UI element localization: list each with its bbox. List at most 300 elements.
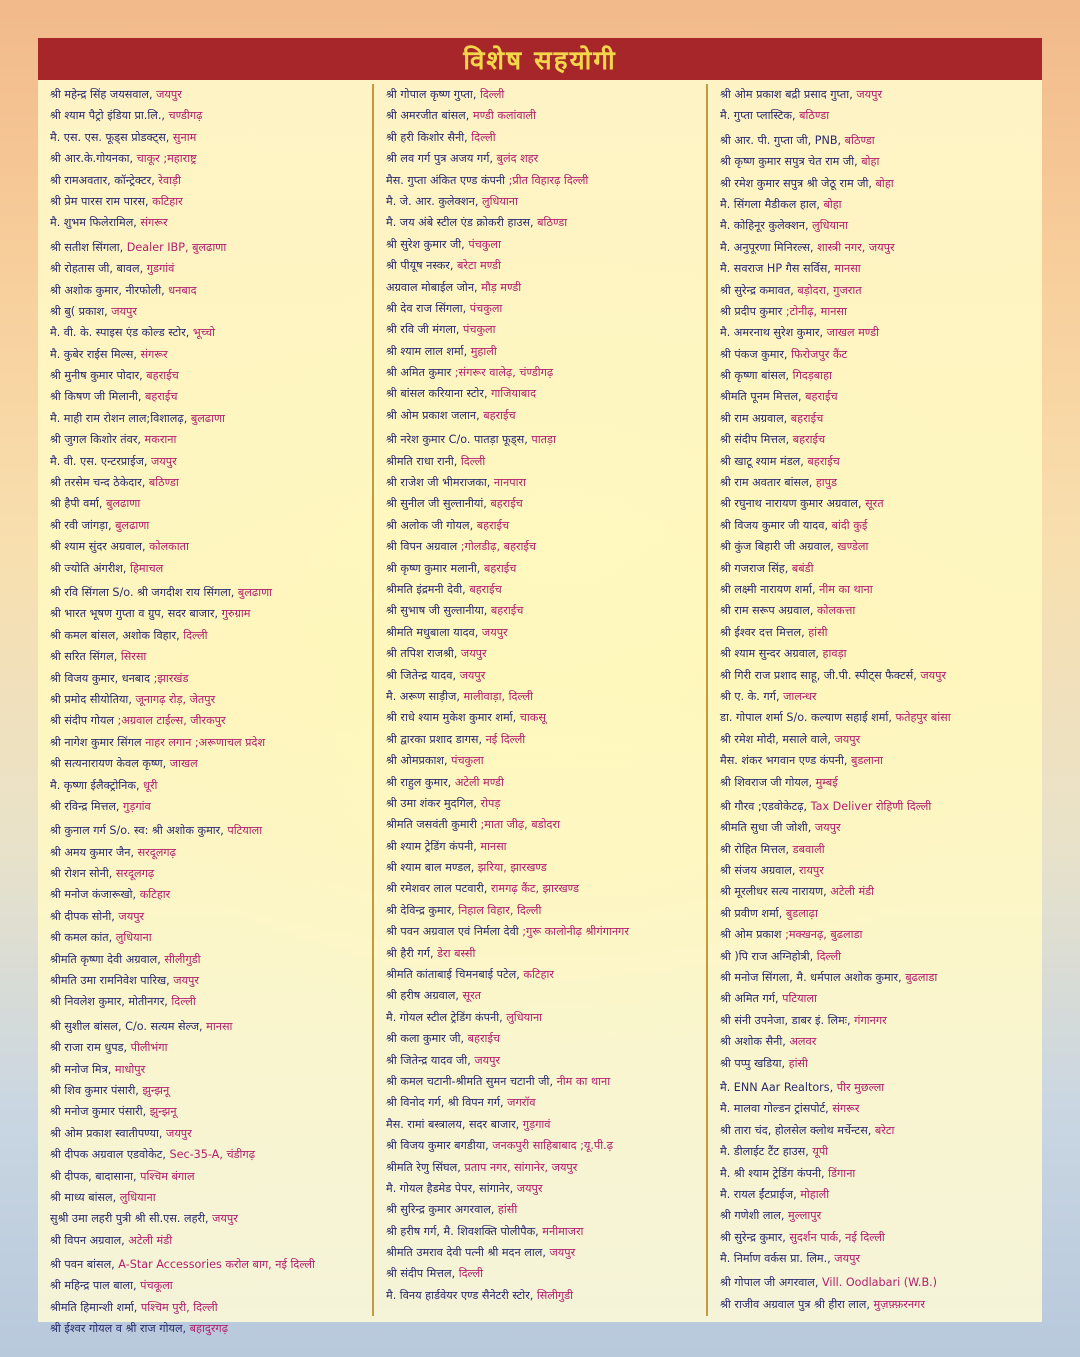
contributor-place: सिलीगुडी (536, 1288, 574, 1302)
contributor-place: प्रताप नगर, सांगानेर, जयपुर (464, 1160, 578, 1174)
contributor-entry (720, 237, 1032, 258)
contributor-entry (720, 772, 1032, 793)
contributor-name: मै. निर्माण वर्कस प्रा. लिम., (720, 1252, 831, 1266)
contributor-entry (386, 622, 698, 643)
contributor-place: सूरत (462, 989, 482, 1003)
contributor-place: जयपुर (212, 1212, 238, 1226)
contributor-place: गाजियाबाद (491, 387, 537, 401)
contributor-entry (386, 558, 698, 579)
contributor-name: श्री रवी जांगड़ा, (50, 518, 112, 532)
contributor-place: दिल्ली (183, 628, 208, 642)
contributor-entry (50, 237, 364, 258)
contributor-entry (386, 857, 698, 878)
contributor-entry (50, 884, 364, 905)
contributor-entry (50, 429, 364, 450)
contributor-name: मैस. रामां बस्त्रालय, सदर बाजार, (386, 1117, 520, 1131)
contributor-entry (386, 921, 698, 942)
contributor-name: मै. गोयल हैडमेड पेपर, सांगानेर, (386, 1181, 514, 1195)
contributor-place: बबंडी (791, 561, 814, 575)
contributor-entry (720, 1272, 1032, 1293)
contributor-entry (386, 1157, 698, 1178)
contributor-entry (386, 148, 698, 169)
contributor-entry (720, 988, 1032, 1009)
contributor-name: श्रीमति राधा रानी, (386, 454, 458, 468)
contributor-place: जयपुर (474, 1053, 501, 1067)
contributor-place: लुधियाना (812, 219, 848, 233)
contributor-name: श्रीमति जसवंती कुमारी (386, 818, 477, 832)
contributor-name: श्री सुभाष जी सुल्तानीया, (386, 604, 488, 618)
contributor-entry (386, 1135, 698, 1156)
contributor-name: श्री विजय कुमार बगडीया, (386, 1139, 489, 1153)
contributor-place: कोलकत्ता (816, 604, 856, 618)
contributor-place: यूपी (812, 1145, 829, 1159)
contributor-name: मै. रायल ईंटप्राईज, (720, 1187, 797, 1201)
contributor-place: Sec-35-A, चंडीगढ़ (169, 1148, 256, 1162)
contributor-place: बहराईच (476, 518, 510, 532)
contributor-name: श्री सत्यनारायण केवल कृष्ण, (50, 757, 167, 771)
contributor-entry (50, 689, 364, 710)
contributor-entry (50, 322, 364, 343)
contributor-name: श्री दीपक सोनी, (50, 909, 115, 923)
contributor-name: श्री गजराज सिंह, (720, 561, 789, 575)
page-title: विशेष सहयोगी (463, 46, 617, 76)
contributor-entry (50, 170, 364, 191)
contributor-name: श्री बांसल करियाना स्टोर, (386, 387, 488, 401)
contributor-place: संगरूर (140, 216, 168, 230)
contributor-name: श्री गौरव ;एडवोकेटढ़, (720, 799, 808, 813)
contributor-entry (386, 472, 698, 493)
contributor-entry (386, 515, 698, 536)
contributor-entry (386, 105, 698, 126)
contributor-place: हिमाचल (130, 561, 164, 575)
contributor-name: श्री द्वारका प्रशाद डागस, (386, 732, 482, 746)
contributor-entry (720, 839, 1032, 860)
contributor-place: दिल्ली (460, 454, 486, 468)
contributor-name: श्री ओम प्रकाश जलान, (386, 408, 480, 422)
contributor-name: मै. माही राम रोशन लाल;विशालढ़, (50, 411, 188, 425)
contributor-entry (720, 924, 1032, 945)
contributor-entry (386, 600, 698, 621)
contributor-entry (720, 1294, 1032, 1315)
contributor-place: बहराईच (146, 369, 179, 383)
contributor-name: श्री श्याम सुन्दर अग्रवाल, (720, 647, 819, 661)
contributor-name: मै. अनुपूरणा मिनिरल्स, (720, 240, 814, 254)
contributor-entry (50, 1144, 364, 1165)
contributor-place: सरदूलगढ़ (115, 867, 155, 881)
contributor-place: जयपुर (834, 1252, 861, 1266)
contributor-entry (386, 255, 698, 276)
contributor-entry (50, 906, 364, 927)
contributor-place: गुड़गांव (123, 799, 151, 813)
contributor-entry (720, 344, 1032, 365)
contributor-name: श्री रोहतास जी, बावल, (50, 262, 144, 276)
contributor-name: श्री श्याम लाल शर्मा, (386, 344, 468, 358)
contributor-name: श्रीमति हिमान्शी शर्मा, (50, 1300, 138, 1314)
contributor-name: श्री मनोज कंजारूखो, (50, 888, 137, 902)
contributor-name: श्री प्रदीप कुमार (720, 304, 783, 318)
contributor-entry (720, 322, 1032, 343)
contributor-name: श्री तपिश राजश्री, (386, 647, 458, 661)
contributor-name: श्री राम अग्रवाल, (720, 411, 788, 425)
contributor-place: नीम का थाना (556, 1074, 611, 1088)
contributor-name: श्री प्रवीण शर्मा, (720, 906, 783, 920)
contributor-entry (386, 277, 698, 298)
contributor-entry (50, 365, 364, 386)
contributor-entry (50, 212, 364, 233)
contributor-place: सिरसा (120, 650, 147, 664)
contributor-place: बहराईच (792, 433, 826, 447)
contributor-place: बहराईच (483, 561, 517, 575)
contributor-entry (386, 1028, 698, 1049)
contributor-place: जयपुर (150, 454, 177, 468)
contributor-place: पटियाला (227, 824, 263, 838)
contributor-name: श्री लक्ष्मी नारायण शर्मा, (720, 582, 816, 596)
contributor-entry (50, 451, 364, 472)
contributor-entry (50, 1208, 364, 1229)
contributor-entry (50, 105, 364, 126)
contributor-place: पीर मुछल्ला (836, 1080, 885, 1094)
contributor-entry (720, 408, 1032, 429)
contributor-name: श्री मनोज मित्र, (50, 1062, 112, 1076)
contributor-entry (50, 1297, 364, 1318)
contributor-place: जयपुर (856, 88, 883, 101)
contributor-place: नीम का थाना (819, 582, 873, 596)
contributor-place: झुन्झनू (142, 1083, 170, 1097)
contributor-entry (50, 1101, 364, 1122)
contributor-name: अग्रवाल मोबाईल जोन, (386, 280, 478, 294)
contributor-place: मकराना (144, 433, 177, 447)
contributor-entry (386, 579, 698, 600)
contributor-name: श्री सतीश सिंगला, (50, 240, 124, 254)
contributor-entry (386, 985, 698, 1006)
contributor-place: बोहा (861, 155, 880, 169)
contributor-entry (50, 991, 364, 1012)
contributor-name: श्री राजीव अग्रवाल पुत्र श्री हीरा लाल, (720, 1297, 870, 1311)
contributor-name: श्री रमेश मोदी, मसाले वाले, (720, 732, 831, 746)
contributor-name: श्री दीपक, बादासाना, (50, 1169, 137, 1183)
contributor-place: लुधियाना (506, 1010, 543, 1024)
contributor-entry (720, 1120, 1032, 1141)
contributor-place: लुधियाना (481, 194, 518, 208)
contributor-entry (720, 643, 1032, 664)
contributor-name: श्रीमति सुधा जी जोशी, (720, 821, 812, 835)
contributor-name: श्री पंकज कुमार, (720, 347, 788, 361)
contributor-place: फिरोजपुर कैंट (791, 347, 848, 361)
contributor-entry (50, 1318, 364, 1339)
contributor-name: श्री ओम प्रकाश स्वातीपण्या, (50, 1126, 163, 1140)
column-left (38, 84, 372, 1336)
contributor-entry (50, 1166, 364, 1187)
contributor-name: मै. अमरनाथ सुरेश कुमार, (720, 326, 824, 340)
contributor-entry (720, 579, 1032, 600)
contributor-entry (50, 970, 364, 991)
contributor-place: पंचकुला (451, 754, 484, 768)
contributor-entry (386, 341, 698, 362)
contributor-name: श्री आर.के.गोयनका, (50, 152, 134, 166)
contributor-entry (50, 344, 364, 365)
contributor-place: मालीवाड़ा, दिल्ली (463, 689, 534, 703)
contributor-entry (50, 820, 364, 841)
contributor-place: चण्डीगढ़ (168, 109, 203, 123)
contributor-entry (386, 1071, 698, 1092)
contributor-entry (386, 170, 698, 191)
contributor-entry (720, 472, 1032, 493)
contributor-entry (386, 686, 698, 707)
contributor-entry (720, 622, 1032, 643)
contributor-name: श्री अमरजीत बांसल, (386, 109, 470, 123)
contributor-name: श्री संदीप मित्तल, (720, 433, 790, 447)
contributor-entry (720, 173, 1032, 194)
contributor-place: मुहाली (470, 344, 497, 358)
contributor-name: श्री रामअवतार, कॉन्ट्रेक्टर, (50, 173, 155, 187)
contributor-name: मै. एस. एस. फूड्स प्रोडक्ट्स, (50, 130, 170, 144)
contributor-entry (720, 860, 1032, 881)
contributor-name: श्री नरेश कुमार C/o. पातड़ा फूड्स, (386, 433, 528, 447)
contributor-name: श्री संदीप मित्तल, (386, 1267, 456, 1281)
contributor-name: मै. श्री श्याम ट्रेडिंग कंपनी, (720, 1166, 825, 1180)
contributor-name: श्री कला कुमार जी, (386, 1032, 465, 1046)
contributor-entry (720, 151, 1032, 172)
contributors-columns (38, 84, 1042, 1336)
contributor-name: श्री कमल चटानी-श्रीमति सुमन चटानी जी, (386, 1074, 553, 1088)
contributor-entry (720, 946, 1032, 967)
contributor-name: श्री सुरिन्द्र कुमार अगरवाल, (386, 1203, 495, 1217)
contributor-entry (720, 796, 1032, 817)
contributor-place: जयपुर (166, 1126, 192, 1140)
contributor-name: श्री )पि राज अग्निहोत्री, (720, 949, 814, 963)
contributor-entry (386, 793, 698, 814)
contributor-entry (50, 1187, 364, 1208)
contributor-name: श्री पीयूष नस्कर, (386, 259, 454, 273)
contributor-name: श्री तारा चंद, होलसेल क्लोथ मर्चेन्टस, (720, 1123, 872, 1137)
contributor-name: श्री देविन्द्र कुमार, (386, 903, 455, 917)
contributor-place: पातड़ा (531, 433, 556, 447)
contributor-place: हांसी (788, 1056, 808, 1070)
contributor-entry (386, 1114, 698, 1135)
contributor-entry (720, 1077, 1032, 1098)
contributor-entry (720, 817, 1032, 838)
contributor-entry (720, 729, 1032, 750)
contributor-name: श्री भारत भूषण गुप्ता व ग्रुप, सदर बाजार, (50, 607, 219, 621)
contributor-place: बहराईच (483, 408, 516, 422)
contributor-place: गंगानगर (854, 1013, 887, 1027)
contributor-place: मुम्बई (815, 775, 838, 789)
contributor-entry (720, 386, 1032, 407)
contributor-name: श्री राधे श्याम मुकेश कुमार शर्मा, (386, 711, 517, 725)
contributor-name: श्री ओम प्रकाश बद्री प्रसाद गुप्ता, (720, 88, 853, 101)
contributor-place: बोहा (875, 176, 894, 190)
contributor-entry (386, 383, 698, 404)
contributor-place: नानपारा (493, 476, 526, 490)
contributor-place: माधोपुर (114, 1062, 146, 1076)
contributor-place: झुन्झनू (149, 1105, 177, 1119)
contributor-place: बड़ोदरा, गुजरात (797, 283, 862, 297)
contributor-entry (386, 1007, 698, 1028)
contributor-entry (720, 536, 1032, 557)
contributor-name: श्री संनी उपनेजा, डाबर इं. लिमः, (720, 1013, 851, 1027)
contributor-place: ;संगरूर वालेढ़, चंण्डीगढ़ (454, 366, 554, 380)
contributor-place: दिल्ली (479, 88, 505, 101)
contributor-place: मनीमाजरा (542, 1224, 584, 1238)
contributor-entry (386, 665, 698, 686)
contributor-place: डबवाली (792, 842, 825, 856)
contributor-entry (386, 814, 698, 835)
contributor-name: श्री कमल कांत, (50, 931, 113, 945)
contributor-entry (386, 729, 698, 750)
contributor-place: बहादुरगढ़ (189, 1322, 229, 1336)
contributor-name: श्री ओमप्रकाश, (386, 754, 448, 768)
contributor-place: मुल्लापुर (788, 1209, 822, 1223)
contributor-entry (50, 1080, 364, 1101)
contributor-name: श्रीमति उमराव देवी पत्नी श्री मदन लाल, (386, 1246, 546, 1260)
contributor-entry (720, 1031, 1032, 1052)
contributor-name: श्री रविन्द्र मित्तल, (50, 799, 120, 813)
contributor-name: मै. मालवा गोल्डन ट्रांसपोर्ट, (720, 1102, 829, 1116)
contributor-entry (720, 1205, 1032, 1226)
contributor-place: कोलकाता (149, 540, 189, 554)
contributor-entry (386, 836, 698, 857)
contributor-place: अटेली मण्डी (454, 775, 504, 789)
contributor-place: जयपुर (118, 909, 145, 923)
contributor-place: जाखल मण्डी (826, 326, 879, 340)
contributor-entry (720, 194, 1032, 215)
contributor-place: Dealer IBP, बुलढाणा (126, 240, 227, 254)
contributor-place: गुड़गावं (522, 1117, 551, 1131)
contributor-entry (50, 927, 364, 948)
contributor-name: श्रीमति उमा रामनिवेश पारिख, (50, 974, 170, 988)
contributor-place: ;टोनीढ़, मानसा (785, 304, 847, 318)
contributor-name: श्री विपन अग्रवाल, (50, 1233, 125, 1247)
contributors-sheet (38, 38, 1042, 1336)
contributor-name: श्री आर. पी. गुप्ता जी, PNB, (720, 133, 842, 147)
contributor-name: श्री गोपाल कृष्ण गुप्ता, (386, 88, 477, 101)
contributor-entry (720, 1184, 1032, 1205)
contributor-name: श्री अमय कुमार जैन, (50, 845, 135, 859)
contributor-place: हांसी (497, 1203, 518, 1217)
contributor-entry (720, 750, 1032, 771)
contributor-place: बुडलाना (850, 754, 883, 768)
contributor-place: रामगढ़ कैंट, झारखण्ड (490, 882, 579, 896)
contributor-name: श्री कुनाल गर्ग S/o. स्व: श्री अशोक कुमार, (50, 824, 224, 838)
contributor-place: सुदर्शन पार्क, नई दिल्ली (789, 1230, 885, 1244)
contributor-entry (50, 603, 364, 624)
contributor-name: श्री कृष्ण कुमार मलानी, (386, 561, 481, 575)
contributor-name: मै. सवराज HP गैस सर्विस, (720, 262, 831, 276)
contributor-place: जयपुर (920, 668, 947, 682)
contributor-place: भूच्चो (192, 326, 215, 340)
contributor-place: दिल्ली (816, 949, 842, 963)
contributor-entry (386, 127, 698, 148)
contributor-place: Tax Deliver रोहिणी दिल्ली (810, 799, 932, 813)
contributor-place: अटेली मंडी (128, 1233, 173, 1247)
contributor-entry (50, 386, 364, 407)
contributor-entry (50, 280, 364, 301)
contributor-place: झरिया, झारखण्ड (477, 861, 547, 875)
contributor-entry (50, 775, 364, 796)
contributor-name: श्री राजा राम धुपड, (50, 1041, 128, 1055)
contributor-entry (50, 1059, 364, 1080)
contributor-place: निहाल विहार, दिल्ली (458, 903, 542, 917)
contributor-place: जयपुर (516, 1181, 543, 1195)
column-right (706, 84, 1040, 1316)
contributor-place: ;गोलडीढ़, बहराईच (460, 540, 536, 554)
contributor-name: श्री किषण जी मिलानी, (50, 390, 142, 404)
contributor-name: श्री रघुनाथ नारायण कुमार अग्रवाल, (720, 497, 862, 511)
contributor-entry (50, 558, 364, 579)
contributor-place: डेरा बस्सी (437, 946, 476, 960)
contributor-entry (720, 881, 1032, 902)
contributor-name: श्री मनोज सिंगला, मै. धर्मपाल अशोक कुमार, (720, 971, 902, 985)
contributor-name: श्री हैरी गर्ग, (386, 946, 434, 960)
contributor-place: नाहर लगान ;अरूणाचल प्रदेश (145, 735, 266, 749)
contributor-name: श्री सरित सिंगल, (50, 650, 118, 664)
contributor-entry (386, 405, 698, 426)
contributor-place: पंचकुला (468, 237, 501, 251)
contributor-name: श्री कृष्ण कुमार सपुत्र चेत राम जी, (720, 155, 858, 169)
contributor-place: बरेटा मण्डी (457, 259, 501, 273)
contributor-entry (50, 258, 364, 279)
contributor-entry (50, 949, 364, 970)
contributor-name: श्री अमित गर्ग, (720, 992, 779, 1006)
contributor-entry (386, 212, 698, 233)
contributor-name: श्रीमति कांताबाई चिमनबाई पटेल, (386, 968, 520, 982)
contributor-place: बहराईच (490, 497, 523, 511)
contributor-name: श्री हरी किशोर सैनी, (386, 130, 468, 144)
contributor-name: श्री अशोक कुमार, नीरफोली, (50, 283, 165, 297)
contributor-place: डिंगाना (828, 1166, 856, 1180)
contributor-entry (720, 280, 1032, 301)
contributor-place: जयपुर (481, 625, 508, 639)
contributor-place: दिल्ली (471, 130, 496, 144)
contributor-name: श्री ए. के. गर्ग, (720, 689, 780, 703)
contributor-name: श्री गिरी राज प्रशाद साहू, जी.पी. स्पीट्स फैक्टर्स, (720, 668, 917, 682)
contributor-place: कटिहार (152, 194, 183, 208)
contributor-place: मानसा (206, 1019, 233, 1033)
contributor-name: श्री गोपाल जी अगरवाल, (720, 1276, 819, 1290)
contributor-name: श्री रमेशवर लाल पटवारी, (386, 882, 488, 896)
contributor-name: श्री ज्योति अंगरीश, (50, 561, 127, 575)
contributor-entry (386, 84, 698, 105)
contributor-name: मै. अरूण साड़ीज, (386, 689, 460, 703)
contributor-entry (386, 900, 698, 921)
contributor-entry (720, 1098, 1032, 1119)
contributor-entry (720, 1248, 1032, 1269)
contributor-entry (386, 536, 698, 557)
contributor-place: रोपड़ (480, 796, 501, 810)
contributor-place: सरदूलगढ़ (137, 845, 176, 859)
contributor-name: श्री रोहित मित्तल, (720, 842, 790, 856)
contributor-name: मैस. शंकर भगवान एण्ड कंपनी, (720, 754, 848, 768)
contributor-name: सुश्री उमा लहरी पुत्री श्री सी.एस. लहरी, (50, 1212, 209, 1226)
contributor-place: नई दिल्ली (485, 732, 526, 746)
contributor-name: मै. जय अंबे स्टील एंड क्रोकरी हाउस, (386, 216, 534, 230)
contributor-place: बठिण्डा (844, 133, 875, 147)
contributor-place: बुलढाणा (115, 518, 150, 532)
contributor-name: श्री मनोज कुमार पंसारी, (50, 1105, 147, 1119)
contributor-name: श्री गणेशी लाल, (720, 1209, 785, 1223)
contributor-name: श्री ईश्वर दत्त मित्तल, (720, 625, 805, 639)
contributor-name: मै. कुबेर राईस मिल्स, (50, 347, 137, 361)
contributor-entry (386, 707, 698, 728)
contributor-entry (720, 365, 1032, 386)
contributor-name: श्री महेन्द्र सिंह जयसवाल, (50, 88, 153, 101)
contributor-name: श्री जुगल किशोर तंवर, (50, 433, 141, 447)
contributor-place: जयपुर (814, 821, 841, 835)
contributor-entry (50, 472, 364, 493)
contributor-entry (386, 1263, 698, 1284)
contributor-entry (50, 732, 364, 753)
contributor-name: मै. कृष्णा ईलैक्ट्रोनिक, (50, 778, 140, 792)
